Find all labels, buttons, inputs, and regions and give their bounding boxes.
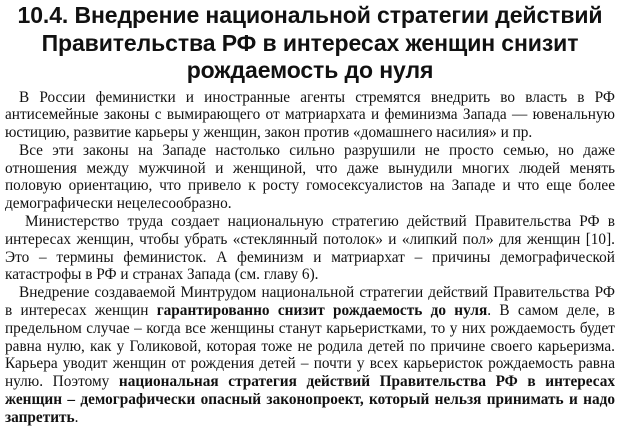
paragraph-4-text-c: . bbox=[74, 408, 79, 426]
paragraph-2: Все эти законы на Западе настолько сильно разрушили не просто семью, но даже отношения между мужчиной и женщиной, что даже вынудили многих людей менять половую ориентацию, что привело к росту гомосексуалистов на Западе и что еще более демографически нецелесообразно. bbox=[5, 141, 615, 213]
paragraph-4-text-b: . В самом деле, в предельном случае – когда все женщины станут карьеристками, то у них рождаемость будет равна нулю, как у Голиковой, которая тоже не родила детей по причине своего карьеризма. Карьера уводит женщин от рождения детей – почти у всех карьеристок рождаемость равна нулю. Поэтому bbox=[5, 302, 615, 391]
section-title-line-2: Правительства РФ в интересах женщин снизит bbox=[41, 29, 579, 56]
paragraph-4 bbox=[5, 284, 615, 426]
paragraph-1: В России феминистки и иностранные агенты стремятся внедрить во власть в РФ антисемейные законы с вымирающего от матриархата и феминизма Запада — ювенальную юстицию, развитие карьеры у женщин, закон против «домашнего насилия» и пр. bbox=[5, 88, 615, 142]
paragraph-4-emphasis-a: гарантированно снизит рождаемость до нуля bbox=[156, 302, 488, 320]
section-title-line-1: 10.4. Внедрение национальной стратегии действий bbox=[17, 2, 603, 28]
paragraph-3: Министерство труда создает национальную стратегию действий Правительства РФ в интересах женщин, чтобы убрать «стеклянный потолок» и «липкий пол» для женщин [10]. Это – термины феминисток. А феминизм и матриархат – причины демографической катастрофы в РФ и странах Запада (см. главу 6). bbox=[5, 213, 615, 284]
paragraph-4-emphasis-b: национальная стратегия действий Правительства РФ в интересах женщин – демографически опасный законопроект, который нельзя принимать и надо запретить bbox=[5, 373, 615, 426]
section-title-line-3: рождаемость до нуля bbox=[186, 57, 434, 83]
paragraph-4-text-a: Внедрение создаваемой Минтрудом национальной стратегии действий Правительства РФ в интересах женщин bbox=[5, 284, 615, 320]
section-title bbox=[5, 2, 615, 85]
